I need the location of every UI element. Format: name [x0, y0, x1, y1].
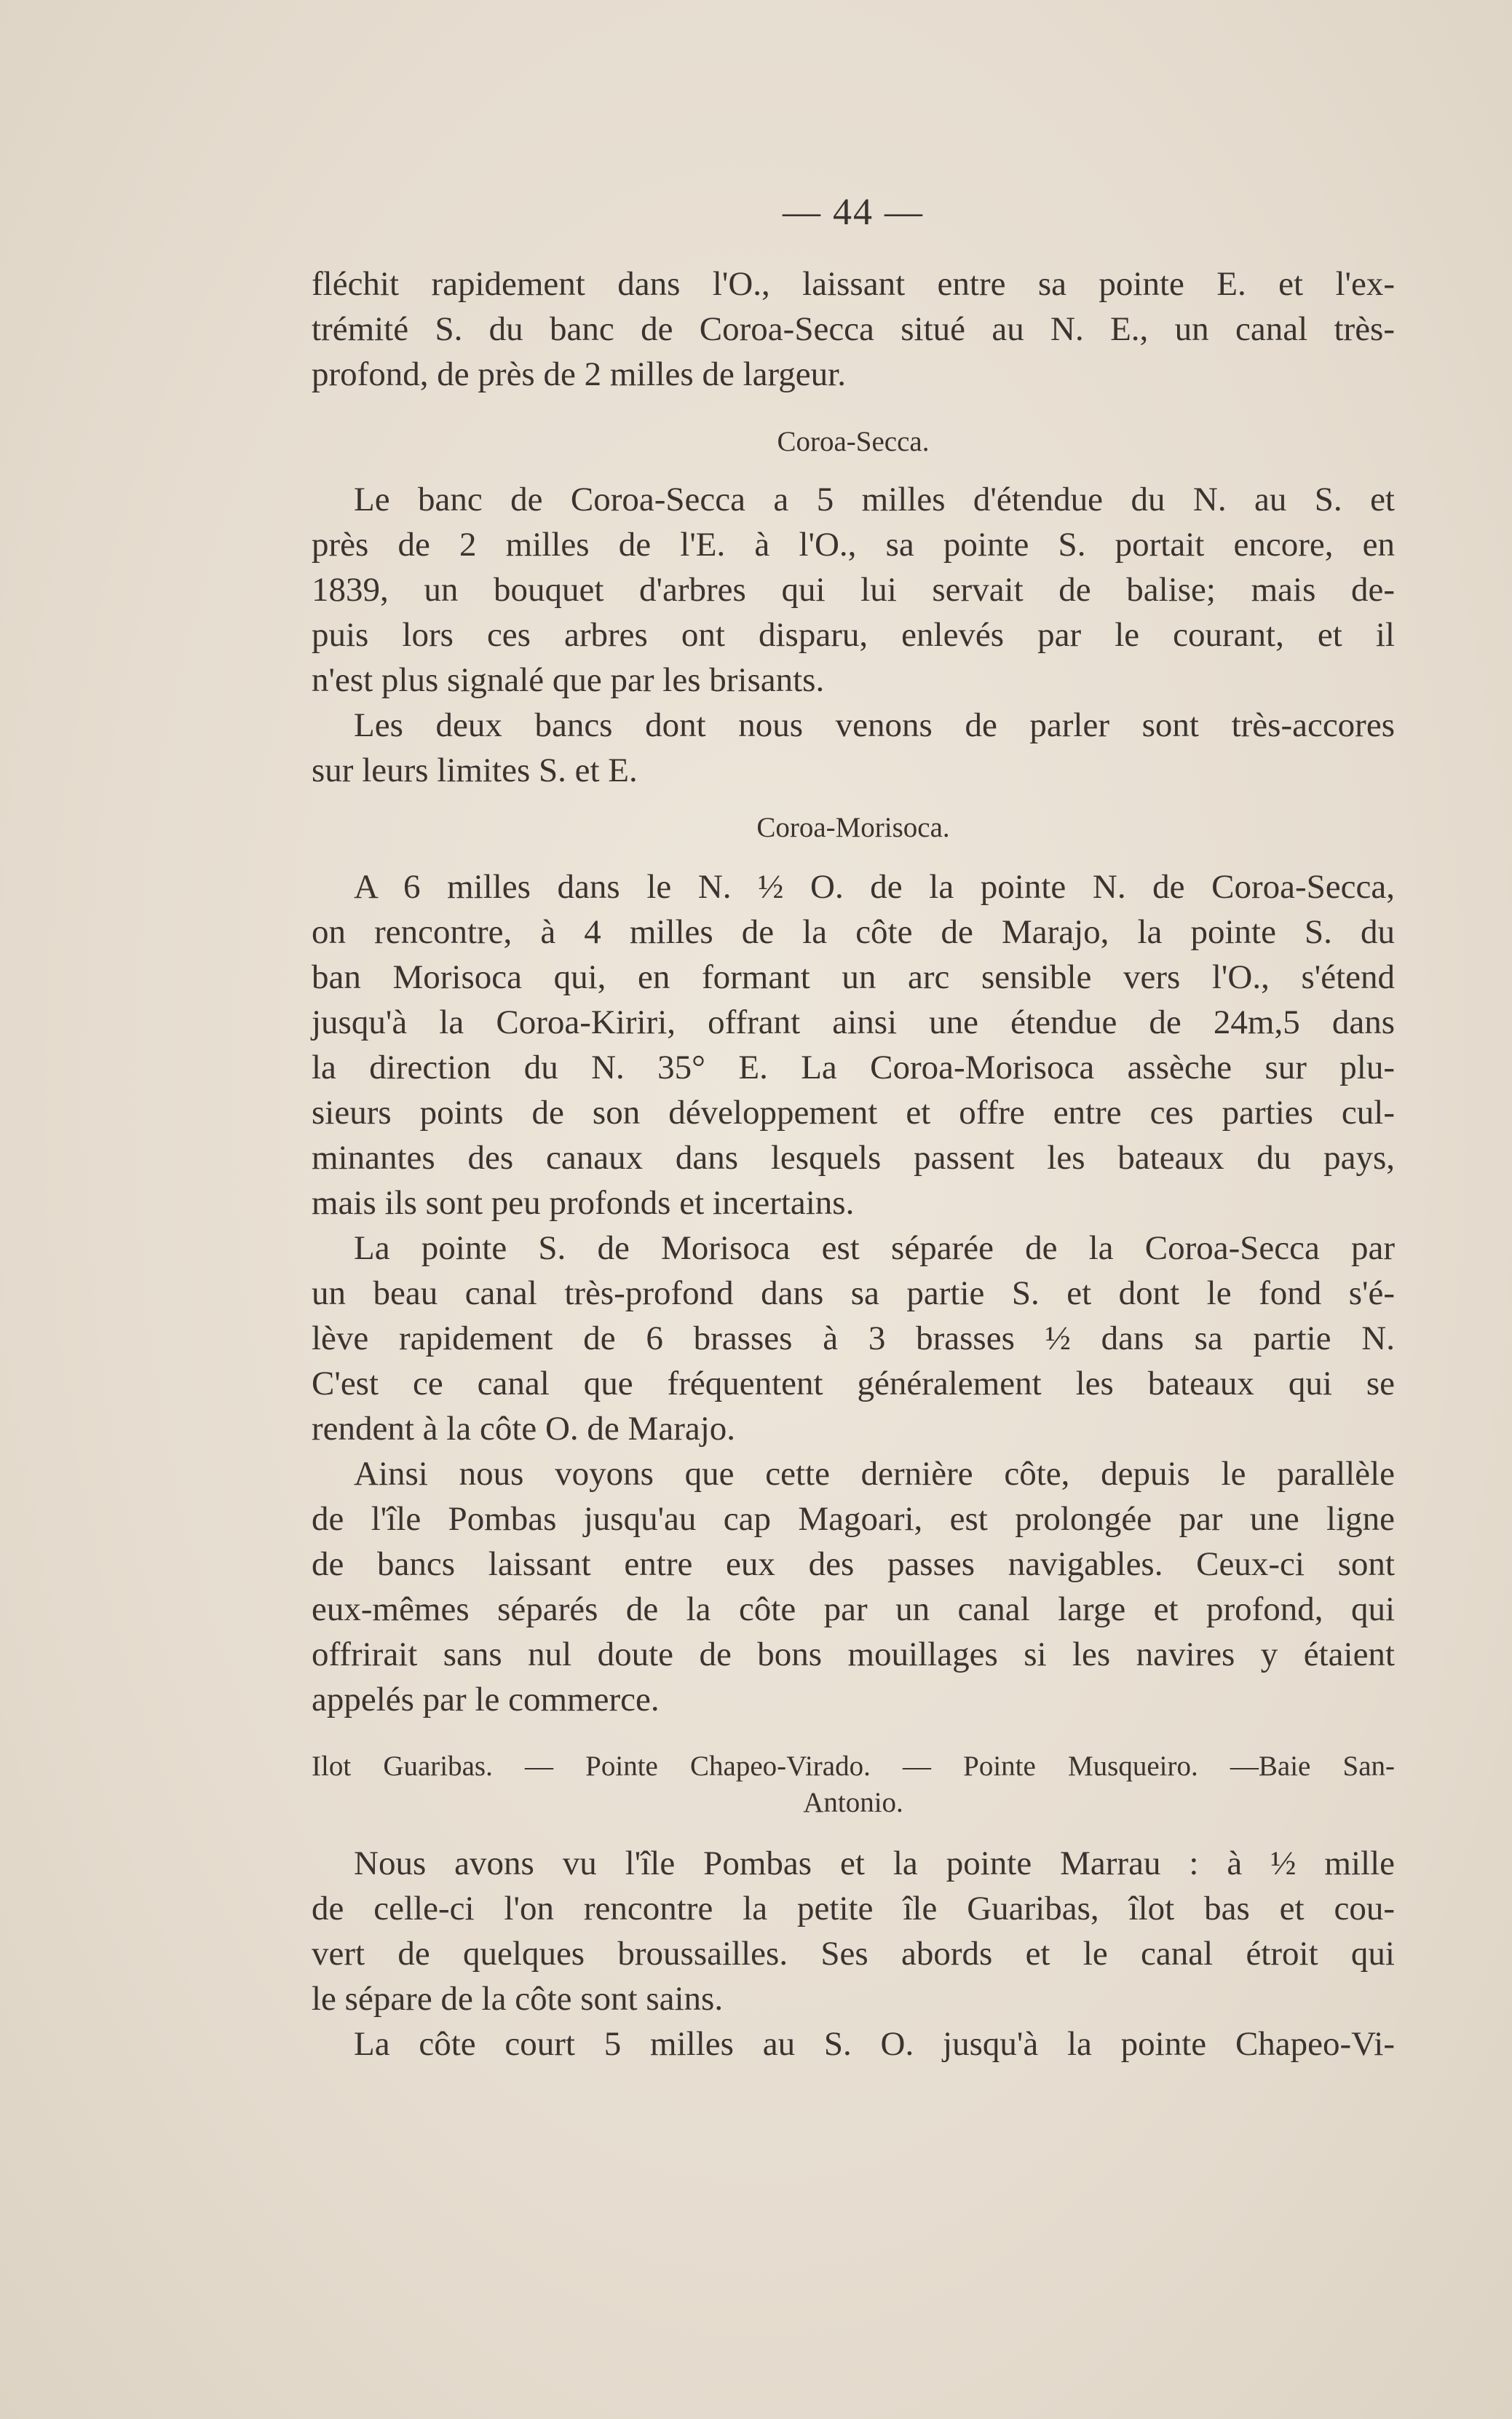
- page-number: — 44 —: [783, 192, 924, 233]
- text-line: ban Morisoca qui, en formant un arc sensible vers l'O., s'étend: [312, 958, 1395, 996]
- text-line: lève rapidement de 6 brasses à 3 brasses ½ dans sa partie N.: [312, 1319, 1395, 1357]
- text-line: profond, de près de 2 milles de largeur.: [312, 355, 846, 393]
- text-line: on rencontre, à 4 milles de la côte de Marajo, la pointe S. du: [312, 913, 1395, 951]
- text-line: puis lors ces arbres ont disparu, enlevés par le courant, et il: [312, 616, 1395, 654]
- text-line: 1839, un bouquet d'arbres qui lui servait de balise; mais de-: [312, 571, 1395, 609]
- text-line: un beau canal très-profond dans sa partie S. et dont le fond s'é-: [312, 1274, 1395, 1312]
- text-line: sieurs points de son développement et offre entre ces parties cul-: [312, 1094, 1395, 1132]
- section-heading: Coroa-Secca.: [777, 426, 930, 457]
- text-line: Les deux bancs dont nous venons de parler sont très-accores: [354, 706, 1395, 744]
- text-line: rendent à la côte O. de Marajo.: [312, 1410, 736, 1448]
- text-line: de celle-ci l'on rencontre la petite île Guaribas, îlot bas et cou-: [312, 1890, 1395, 1927]
- text-line: jusqu'à la Coroa-Kiriri, offrant ainsi une étendue de 24m,5 dans: [312, 1003, 1395, 1041]
- text-line: appelés par le commerce.: [312, 1681, 660, 1718]
- text-line: Nous avons vu l'île Pombas et la pointe Marrau : à ½ mille: [354, 1844, 1395, 1882]
- text-line: Le banc de Coroa-Secca a 5 milles d'étendue du N. au S. et: [354, 481, 1395, 518]
- text-line: trémité S. du banc de Coroa-Secca situé au N. E., un canal très-: [312, 310, 1395, 348]
- section-heading: Antonio.: [803, 1787, 903, 1818]
- text-line: La côte court 5 milles au S. O. jusqu'à la pointe Chapeo-Vi-: [354, 2025, 1395, 2063]
- text-line: la direction du N. 35° E. La Coroa-Morisoca assèche sur plu-: [312, 1049, 1395, 1086]
- text-line: C'est ce canal que fréquentent généralement les bateaux qui se: [312, 1365, 1395, 1402]
- text-line: de bancs laissant entre eux des passes navigables. Ceux-ci sont: [312, 1545, 1395, 1583]
- text-line: offrirait sans nul doute de bons mouillages si les navires y étaient: [312, 1635, 1395, 1673]
- text-line: eux-mêmes séparés de la côte par un canal large et profond, qui: [312, 1590, 1395, 1628]
- text-line: le sépare de la côte sont sains.: [312, 1980, 724, 2018]
- text-line: Ainsi nous voyons que cette dernière côte, depuis le parallèle: [354, 1455, 1395, 1493]
- text-line: La pointe S. de Morisoca est séparée de la Coroa-Secca par: [354, 1229, 1395, 1267]
- text-line: fléchit rapidement dans l'O., laissant entre sa pointe E. et l'ex-: [312, 265, 1395, 303]
- text-line: sur leurs limites S. et E.: [312, 751, 638, 789]
- text-line: de l'île Pombas jusqu'au cap Magoari, est prolongée par une ligne: [312, 1500, 1395, 1538]
- text-line: n'est plus signalé que par les brisants.: [312, 661, 825, 699]
- text-line: mais ils sont peu profonds et incertains.: [312, 1184, 855, 1222]
- text-line: près de 2 milles de l'E. à l'O., sa pointe S. portait encore, en: [312, 526, 1395, 564]
- section-heading: Coroa-Morisoca.: [756, 812, 950, 843]
- text-line: vert de quelques broussailles. Ses abords et le canal étroit qui: [312, 1935, 1395, 1973]
- text-line: A 6 milles dans le N. ½ O. de la pointe N. de Coroa-Secca,: [354, 868, 1395, 906]
- section-heading: Ilot Guaribas. — Pointe Chapeo-Virado. — Pointe Musqueiro. —Baie San-: [312, 1751, 1395, 1782]
- text-line: minantes des canaux dans lesquels passent les bateaux du pays,: [312, 1139, 1395, 1177]
